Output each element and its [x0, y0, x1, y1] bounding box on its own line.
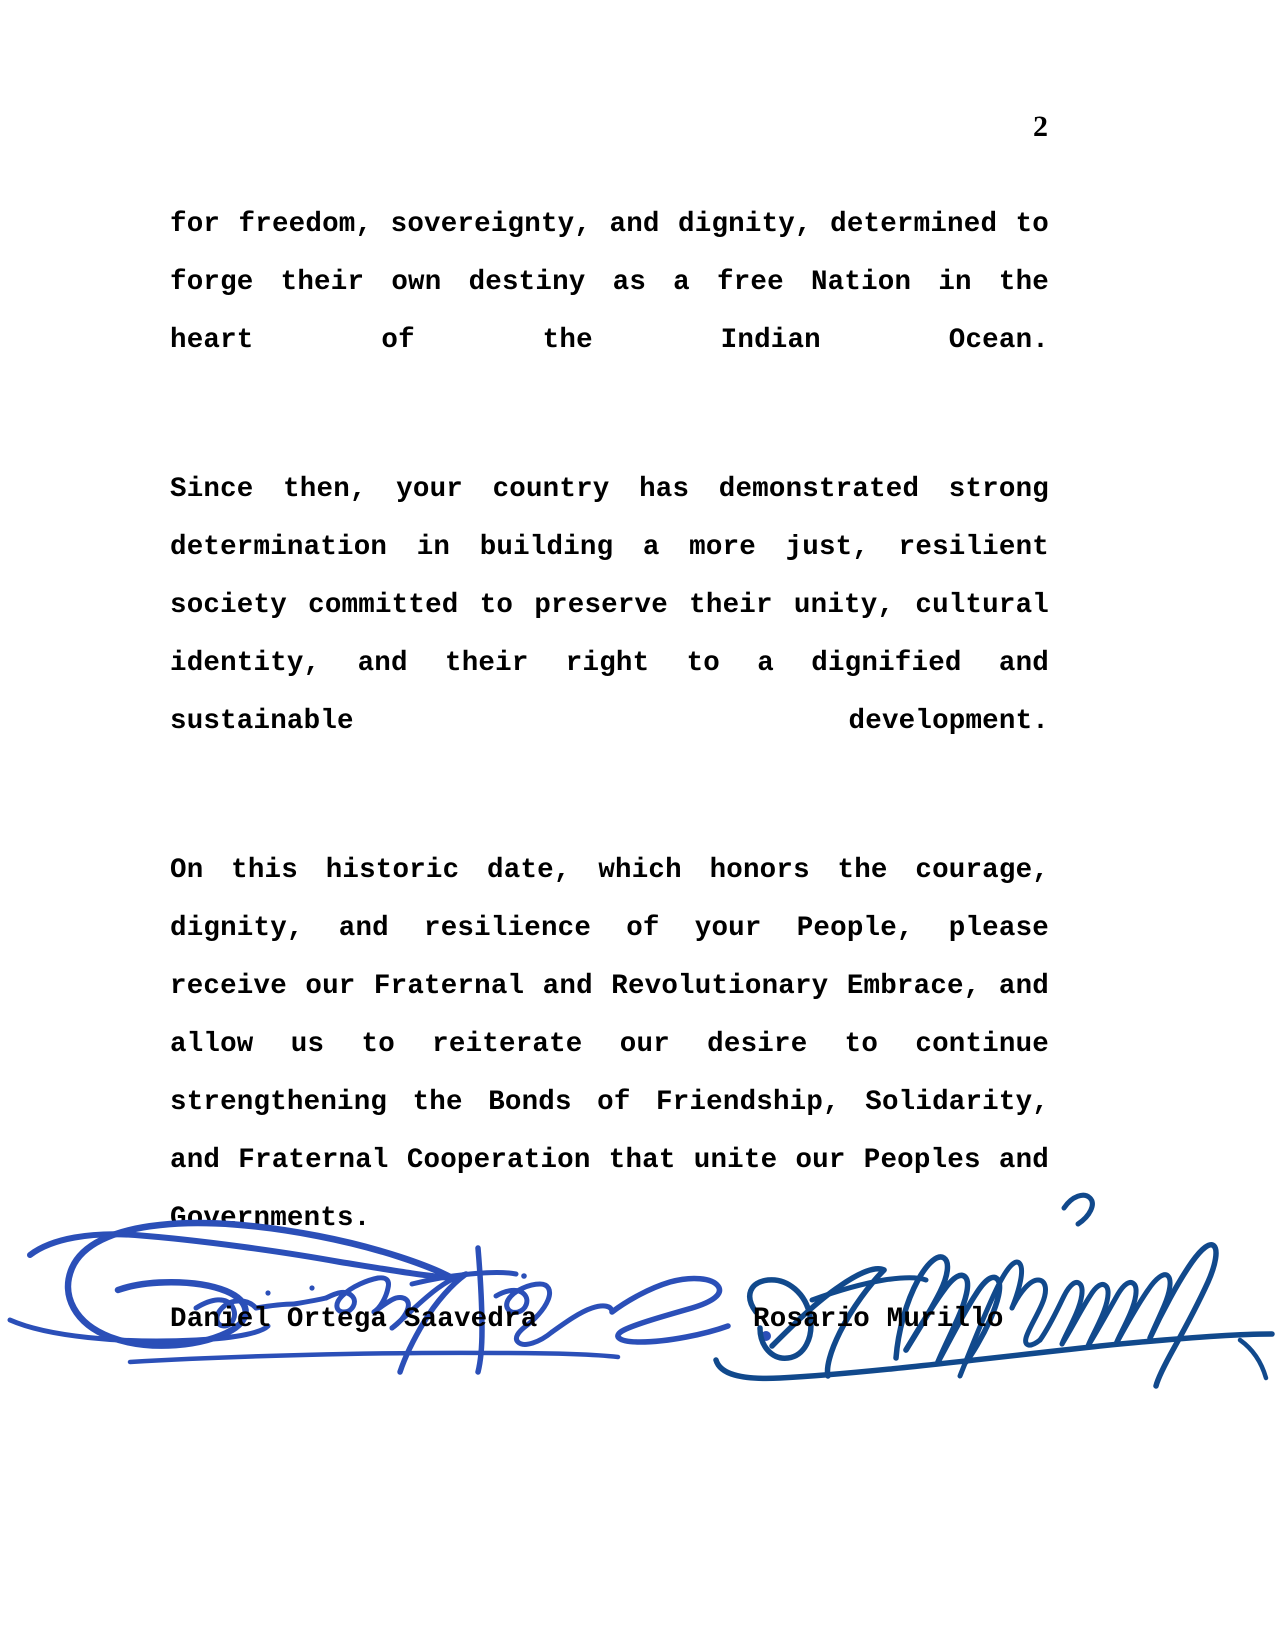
signature-rosario-murillo	[716, 1195, 1272, 1386]
letter-body	[170, 196, 1049, 1306]
signature-area	[0, 1180, 1275, 1400]
signatures-svg	[0, 1180, 1275, 1400]
paragraph-3: On this historic date, which honors the courage, dignity, and resilience of your People, please receive our Fraternal and Revolutionary Embrace, and allow us to reiterate our desire to continue strengthening the Bonds of Friendship, Solidarity, and Fraternal Cooperation that unite our Peoples and Governments.	[170, 855, 1049, 1234]
paragraph-1: for freedom, sovereignty, and dignity, determined to forge their own destiny as a free Nation in the heart of the Indian Ocean.	[170, 209, 1049, 356]
signatory-name-left: Daniel Ortega Saavedra	[170, 1304, 538, 1335]
page-number: 2	[1033, 110, 1048, 143]
signatory-name-right: Rosario Murillo	[753, 1304, 1004, 1335]
paragraph-2: Since then, your country has demonstrated strong determination in building a more just, resilient society committed to preserve their unity, cultural identity, and their right to a dignified and sustainable development.	[170, 474, 1049, 737]
signature-names	[170, 1298, 1070, 1342]
